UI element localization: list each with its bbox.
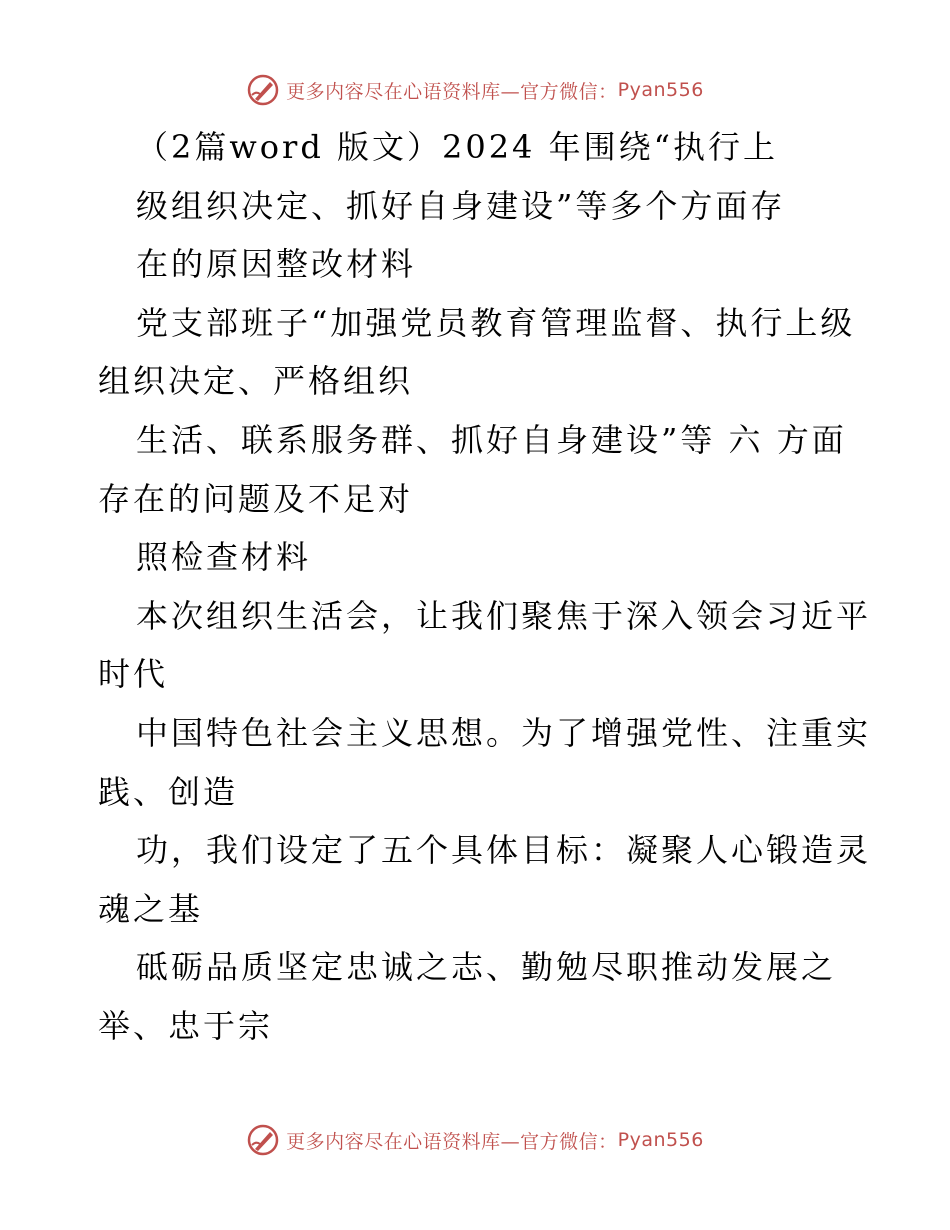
text-line: 照检查材料 xyxy=(136,538,312,577)
footer-banner xyxy=(0,1120,950,1160)
text-line: 生活、联系服务群、抓好自身建设”等 六 方面 xyxy=(136,420,847,459)
text-line: 践、创造 xyxy=(98,772,239,811)
header-banner-wechat-id: Pyan556 xyxy=(617,79,704,101)
text-line: 功，我们设定了五个具体目标：凝聚人心锻造灵 xyxy=(136,831,872,870)
text-line: 组织决定、严格组织 xyxy=(98,362,414,401)
text-line: 砥砺品质坚定忠诚之志、勤勉尽职推动发展之 xyxy=(136,948,837,987)
text-line: 时代 xyxy=(98,655,169,694)
text-line: 魂之基 xyxy=(98,889,204,928)
text-line: 级组织决定、抓好自身建设”等多个方面存 xyxy=(136,186,786,225)
quill-pen-logo-icon xyxy=(246,1123,280,1157)
footer-banner-text: 更多内容尽在心语资料库—官方微信： xyxy=(286,1130,618,1153)
text-line: 举、忠于宗 xyxy=(98,1006,274,1045)
text-line: 存在的问题及不足对 xyxy=(98,479,414,518)
text-line: 本次组织生活会，让我们聚焦于深入领会习近平 xyxy=(136,596,872,635)
text-line: 党支部班子“加强党员教育管理监督、执行上级 xyxy=(136,303,856,342)
header-banner xyxy=(0,70,950,110)
text-line: 在的原因整改材料 xyxy=(136,245,417,284)
quill-pen-logo-icon xyxy=(246,73,280,107)
document-body xyxy=(98,118,872,1056)
footer-banner-wechat-id: Pyan556 xyxy=(617,1129,704,1151)
header-banner-text: 更多内容尽在心语资料库—官方微信： xyxy=(286,80,618,103)
text-line: （2篇word 版文）2024 年围绕“执行上 xyxy=(136,128,778,166)
text-line: 中国特色社会主义思想。为了增强党性、注重实 xyxy=(136,713,872,752)
